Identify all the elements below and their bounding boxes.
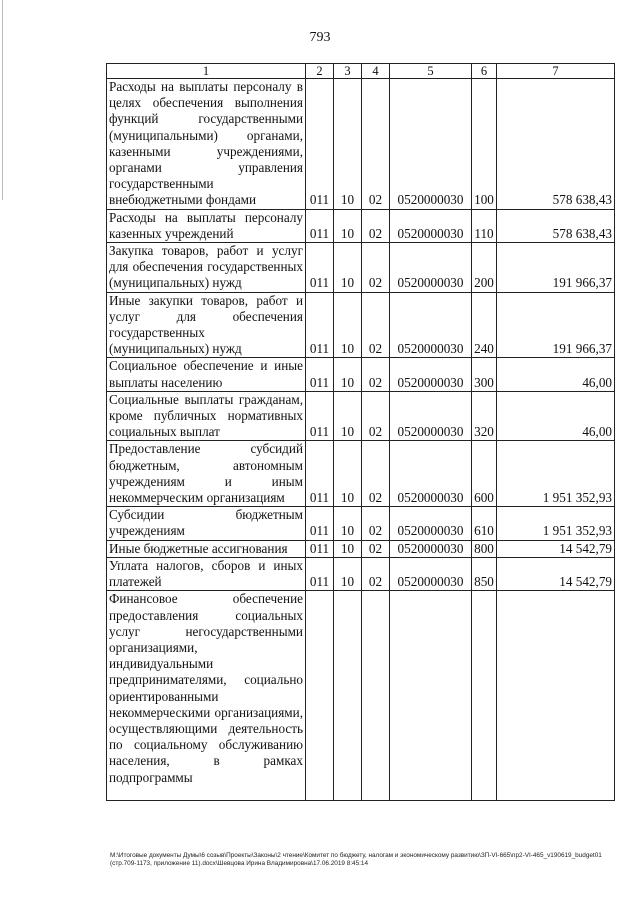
column-header: 4 (362, 64, 390, 79)
cell-section: 10 (334, 79, 362, 210)
cell-amount (497, 591, 615, 801)
cell-section: 10 (334, 391, 362, 441)
cell-amount: 191 966,37 (497, 243, 615, 293)
cell-amount: 14 542,79 (497, 557, 615, 590)
cell-code: 011 (306, 292, 334, 358)
cell-target-article: 0520000030 (390, 292, 472, 358)
cell-expense-type: 850 (472, 557, 497, 590)
row-description: Социальное обеспечение и иные выплаты населению (107, 358, 306, 391)
cell-section: 10 (334, 441, 362, 507)
cell-expense-type: 110 (472, 209, 497, 242)
cell-amount: 14 542,79 (497, 540, 615, 557)
cell-code: 011 (306, 209, 334, 242)
column-header: 1 (107, 64, 306, 79)
column-header: 6 (472, 64, 497, 79)
table-row (107, 557, 615, 590)
budget-table (106, 63, 615, 801)
cell-expense-type: 300 (472, 358, 497, 391)
row-description: Уплата налогов, сборов и иных платежей (107, 557, 306, 590)
cell-subsection: 02 (362, 540, 390, 557)
table-row (107, 441, 615, 507)
table-row (107, 391, 615, 441)
cell-code: 011 (306, 243, 334, 293)
row-description: Расходы на выплаты персоналу в целях обеспечения выполнения функций государственными (муниципальными) органами, казенными учреждениями, органами управления государственными внебюджетными фондами (107, 79, 306, 210)
column-header: 2 (306, 64, 334, 79)
cell-target-article (390, 591, 472, 801)
row-description: Финансовое обеспечение предоставления социальных услуг негосударственными организациями, индивидуальными предпринимателями, социально ориентированными некоммерческими организациями, осуществляющими деятельность по социальному обслуживанию населения, в рамках подпрограммы (107, 591, 306, 801)
row-description: Расходы на выплаты персоналу казенных учреждений (107, 209, 306, 242)
cell-amount: 1 951 352,93 (497, 441, 615, 507)
cell-expense-type: 240 (472, 292, 497, 358)
table-header-row (107, 64, 615, 79)
cell-section: 10 (334, 358, 362, 391)
cell-amount: 1 951 352,93 (497, 507, 615, 540)
cell-amount: 46,00 (497, 358, 615, 391)
row-description: Закупка товаров, работ и услуг для обеспечения государственных (муниципальных) нужд (107, 243, 306, 293)
cell-code (306, 591, 334, 801)
row-description: Иные закупки товаров, работ и услуг для обеспечения государственных (муниципальных) нужд (107, 292, 306, 358)
table-row (107, 540, 615, 557)
cell-expense-type: 800 (472, 540, 497, 557)
cell-code: 011 (306, 358, 334, 391)
table-row (107, 292, 615, 358)
cell-target-article: 0520000030 (390, 391, 472, 441)
table-row (107, 79, 615, 210)
cell-code: 011 (306, 557, 334, 590)
cell-target-article: 0520000030 (390, 243, 472, 293)
cell-target-article: 0520000030 (390, 441, 472, 507)
column-header: 5 (390, 64, 472, 79)
page-number: 793 (309, 30, 331, 45)
row-description: Предоставление субсидий бюджетным, автономным учреждениям и иным некоммерческим организациям (107, 441, 306, 507)
cell-target-article: 0520000030 (390, 358, 472, 391)
cell-target-article: 0520000030 (390, 540, 472, 557)
cell-amount: 46,00 (497, 391, 615, 441)
cell-expense-type: 100 (472, 79, 497, 210)
cell-subsection: 02 (362, 441, 390, 507)
cell-subsection: 02 (362, 209, 390, 242)
row-description: Социальные выплаты гражданам, кроме публичных нормативных социальных выплат (107, 391, 306, 441)
cell-amount: 578 638,43 (497, 209, 615, 242)
cell-amount: 578 638,43 (497, 79, 615, 210)
cell-expense-type: 320 (472, 391, 497, 441)
cell-subsection: 02 (362, 292, 390, 358)
cell-code: 011 (306, 441, 334, 507)
document-path-footer: M:\Итоговые документы Думы\6 созыв\Проекты\Законы\2 чтение\Комитет по бюджету, налогам и экономическому развитию\ЗП-VI-665\пр2-VI-465_v190619_budget01 (стр.709-1173, приложение 11).docx\Шевцова Ирина Владимировна\17.06.2019 8:45:14 (110, 852, 602, 868)
cell-subsection (362, 591, 390, 801)
cell-subsection: 02 (362, 391, 390, 441)
cell-section: 10 (334, 507, 362, 540)
cell-subsection: 02 (362, 507, 390, 540)
cell-code: 011 (306, 79, 334, 210)
cell-expense-type: 600 (472, 441, 497, 507)
column-header: 3 (334, 64, 362, 79)
cell-section: 10 (334, 540, 362, 557)
cell-section: 10 (334, 243, 362, 293)
cell-section: 10 (334, 557, 362, 590)
table-row (107, 243, 615, 293)
cell-code: 011 (306, 391, 334, 441)
cell-section: 10 (334, 209, 362, 242)
cell-target-article: 0520000030 (390, 557, 472, 590)
table-row (107, 209, 615, 242)
cell-target-article: 0520000030 (390, 79, 472, 210)
cell-expense-type (472, 591, 497, 801)
table-row (107, 507, 615, 540)
cell-subsection: 02 (362, 79, 390, 210)
cell-section: 10 (334, 292, 362, 358)
table-row (107, 358, 615, 391)
row-description: Субсидии бюджетным учреждениям (107, 507, 306, 540)
cell-subsection: 02 (362, 358, 390, 391)
column-header: 7 (497, 64, 615, 79)
cell-subsection: 02 (362, 557, 390, 590)
row-description: Иные бюджетные ассигнования (107, 540, 306, 557)
cell-expense-type: 200 (472, 243, 497, 293)
cell-target-article: 0520000030 (390, 507, 472, 540)
cell-expense-type: 610 (472, 507, 497, 540)
cell-section (334, 591, 362, 801)
cell-target-article: 0520000030 (390, 209, 472, 242)
cell-subsection: 02 (362, 243, 390, 293)
cell-amount: 191 966,37 (497, 292, 615, 358)
table-row (107, 591, 615, 801)
cell-code: 011 (306, 507, 334, 540)
cell-code: 011 (306, 540, 334, 557)
